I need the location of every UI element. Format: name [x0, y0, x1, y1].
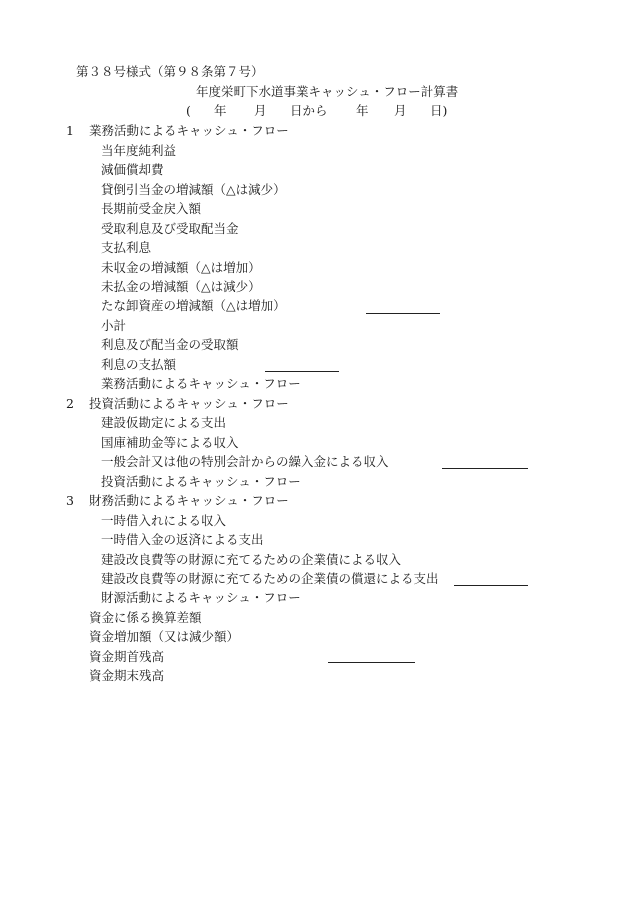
subtotal-rule	[265, 371, 339, 372]
line-item: 建設改良費等の財源に充てるための企業債による収入	[101, 552, 402, 567]
form-number: 第３８号様式（第９８条第７号）	[76, 64, 264, 79]
line-item: 当年度純利益	[101, 143, 177, 158]
subtotal-rule	[328, 662, 415, 663]
section-heading-investing: 投資活動によるキャッシュ・フロー	[89, 396, 289, 411]
line-item: 未払金の増減額（△は減少）	[101, 279, 261, 294]
exchange-difference: 資金に係る換算差額	[89, 610, 202, 625]
line-item: 一時借入れによる収入	[101, 513, 227, 528]
section-heading-financing: 財務活動によるキャッシュ・フロー	[89, 493, 289, 508]
line-item: 支払利息	[101, 240, 152, 255]
line-item: 貸倒引当金の増減額（△は減少）	[101, 182, 286, 197]
line-item: 建設改良費等の財源に充てるための企業債の償還による支出	[101, 571, 439, 586]
period-year-end: 年	[356, 103, 369, 118]
line-item: 利息及び配当金の受取額	[101, 337, 239, 352]
section-total: 業務活動によるキャッシュ・フロー	[101, 376, 301, 391]
funds-beginning-balance: 資金期首残高	[89, 649, 165, 664]
period-from: 日から	[290, 103, 328, 118]
section-number: 2	[66, 396, 74, 411]
subtotal-rule	[442, 468, 528, 469]
line-item: 受取利息及び受取配当金	[101, 221, 239, 236]
line-item: 国庫補助金等による収入	[101, 435, 239, 450]
line-item: 建設仮勘定による支出	[101, 415, 227, 430]
section-number: 3	[66, 493, 74, 508]
period-open: (	[186, 103, 191, 118]
period-close: 日)	[430, 103, 448, 118]
line-item: たな卸資産の増減額（△は増加）	[101, 298, 286, 313]
period-year-start: 年	[214, 103, 227, 118]
section-total: 投資活動によるキャッシュ・フロー	[101, 474, 301, 489]
funds-ending-balance: 資金期末残高	[89, 668, 165, 683]
line-item: 減価償却費	[101, 162, 164, 177]
period-line	[0, 105, 630, 121]
subtotal-label: 小計	[101, 318, 127, 333]
subtotal-rule	[454, 585, 528, 586]
section-total: 財源活動によるキャッシュ・フロー	[101, 590, 301, 605]
line-item: 利息の支払額	[101, 357, 177, 372]
subtotal-rule	[366, 313, 440, 314]
line-item: 未収金の増減額（△は増加）	[101, 260, 261, 275]
line-item: 一時借入金の返済による支出	[101, 532, 264, 547]
period-month-start: 月	[254, 103, 267, 118]
document-title: 年度栄町下水道事業キャッシュ・フロー計算書	[196, 84, 459, 99]
line-item: 長期前受金戻入額	[101, 201, 202, 216]
section-number: 1	[66, 123, 74, 138]
period-month-end: 月	[394, 103, 407, 118]
line-item: 一般会計又は他の特別会計からの繰入金による収入	[101, 454, 389, 469]
section-heading-operating: 業務活動によるキャッシュ・フロー	[89, 123, 289, 138]
net-change-in-funds: 資金増加額（又は減少額）	[89, 629, 240, 644]
